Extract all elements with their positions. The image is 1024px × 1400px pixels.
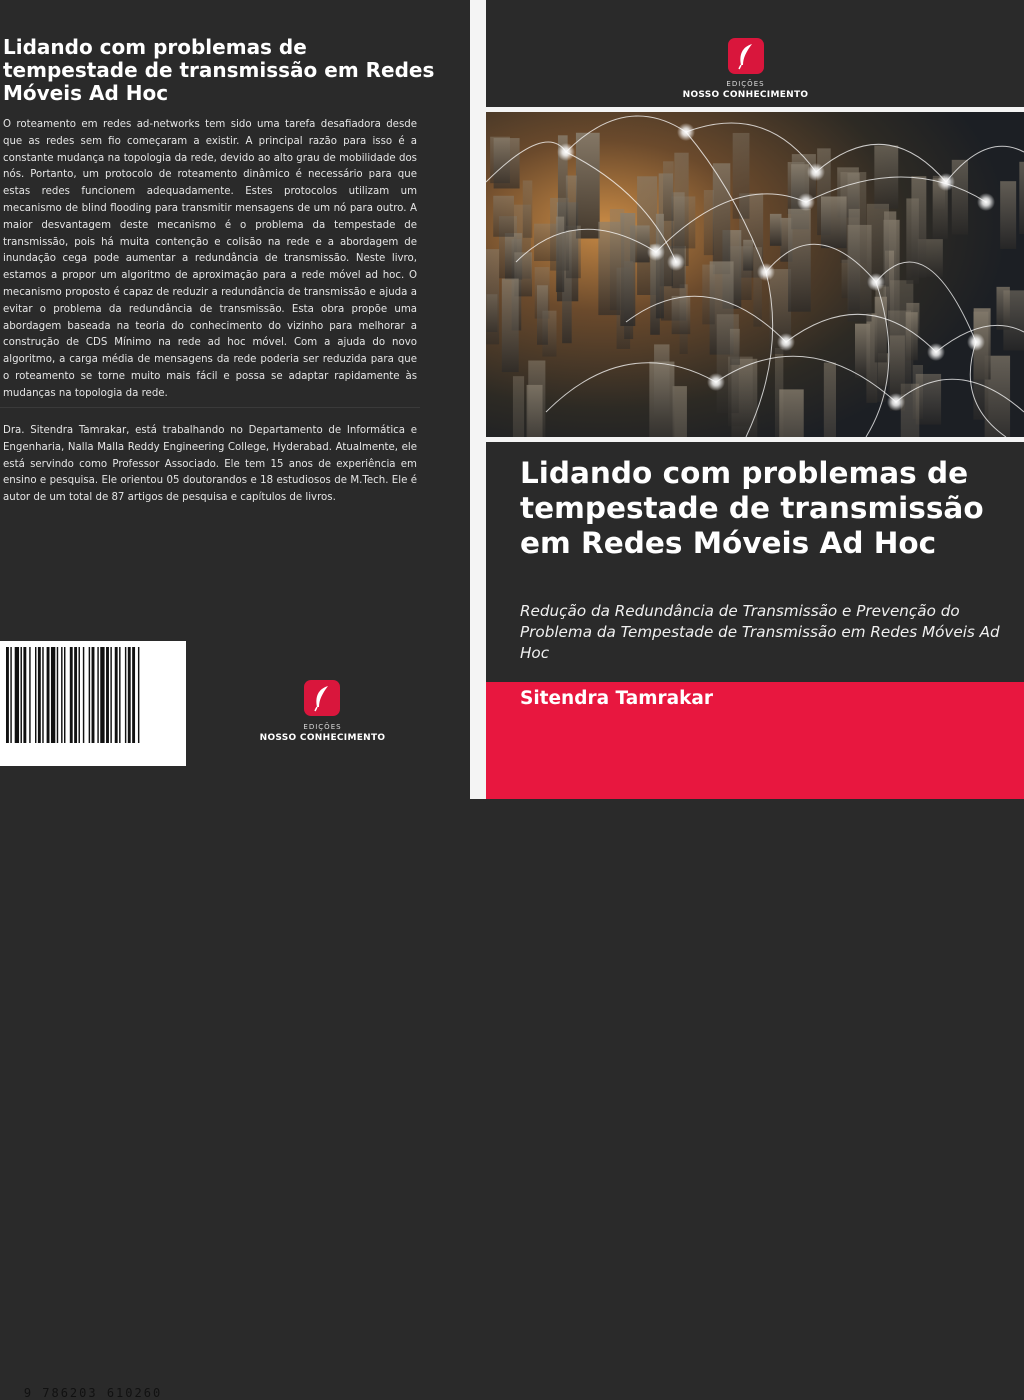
publisher-label-small: EDIÇÕES: [303, 723, 342, 731]
feather-icon: [728, 38, 764, 74]
isbn-barcode: [0, 641, 186, 1400]
publisher-name: NOSSO CONHECIMENTO: [259, 733, 386, 743]
publisher-logo-back: [255, 680, 390, 750]
back-cover-title: Lidando com problemas de tempestade de transmissão em Redes Móveis Ad Hoc: [3, 35, 435, 105]
back-cover-blurb: O roteamento em redes ad-networks tem sido uma tarefa desafiadora desde que as redes sem fio começaram a existir. A principal razão para isso é a constante mudança na topologia da rede, devido ao alto grau de mobilidade dos nós. Portanto, um protocolo de roteamento dinâmico é necessário para que estas redes funcionem adequadamente. Estes protocolos utilizam um mecanismo de blind flooding para transmitir mensagens de um nó para outro. A maior desvantagem deste mecanismo é o problema da tempestade de transmissão, pois há muita contenção e colisão na rede e a abordagem de inundação cega pode aumentar a redundância de transmissão. Neste livro, estamos a propor um algoritmo de aproximação para a rede móvel ad hoc. O mecanismo proposto é capaz de reduzir a redundância de transmissão e ajuda a evitar o problema da redundância de transmissão. Esta obra propõe uma abordagem baseada na teoria do conhecimento do vizinho para melhorar a construção de CDS Mínimo na rede ad hoc móvel. Com a ajuda do novo algoritmo, a carga média de mensagens da rede poderia ser reduzida para que o roteamento se torne muito mais fácil e possa se adaptar rapidamente às mudanças na topologia da rede.: [3, 119, 417, 399]
publisher-name: NOSSO CONHECIMENTO: [682, 90, 809, 100]
spine-gap: [470, 0, 486, 799]
author-name: Sitendra Tamrakar: [520, 688, 714, 709]
divider: [486, 437, 1024, 442]
publisher-label-small: EDIÇÕES: [726, 80, 765, 88]
back-cover: [0, 0, 470, 1400]
book-title: Lidando com problemas de tempestade de transmissão em Redes Móveis Ad Hoc: [520, 456, 984, 560]
front-cover: [486, 0, 1024, 799]
isbn-number: 9 786203 610260: [23, 1386, 163, 1400]
book-subtitle: Redução da Redundância de Transmissão e Prevenção do Problema da Tempestade de Transmissão em Redes Móveis Ad Hoc: [520, 602, 1000, 662]
author-bio: Dra. Sitendra Tamrakar, está trabalhando no Departamento de Informática e Engenharia, Nalla Malla Reddy Engineering College, Hyderabad. Atualmente, ele está servindo como Professor Associado. Ele tem 15 anos de experiência em ensino e pesquisa. Ele orientou 05 doutorandos e 18 estudiosos de M.Tech. Ele é autor de um total de 87 artigos de pesquisa e capítulos de livros.: [3, 425, 417, 504]
divider: [0, 407, 420, 408]
feather-icon: [304, 680, 340, 716]
front-header: [486, 0, 1024, 107]
cover-photo-city-network: [486, 112, 1024, 437]
